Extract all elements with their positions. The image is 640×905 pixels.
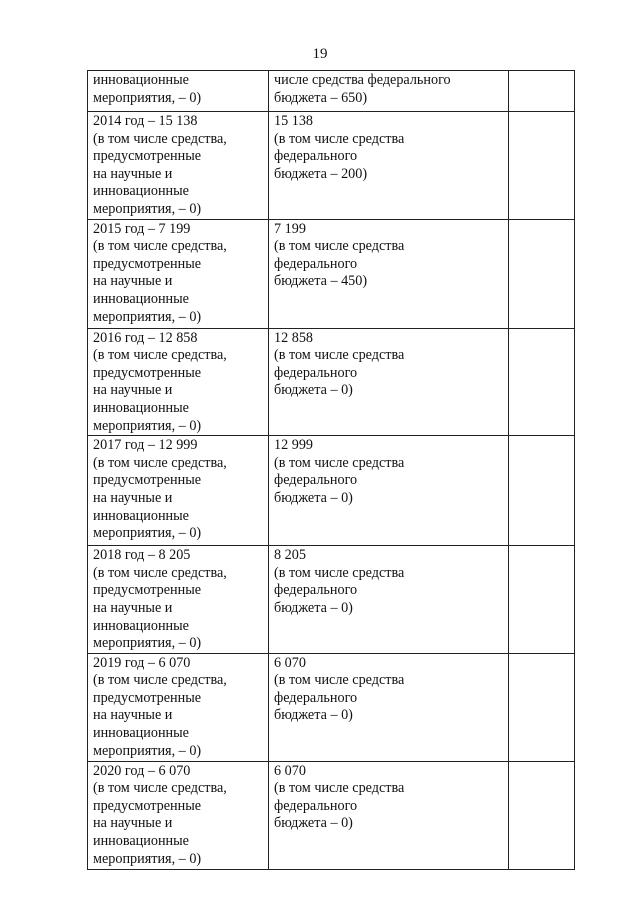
budget-table — [87, 70, 575, 870]
cell-text-line: (в том числе средства, — [93, 347, 227, 364]
funding-total-cell — [88, 546, 269, 654]
cell-text-line: 7 199 — [274, 220, 306, 237]
cell-text-line: (в том числе средства, — [93, 780, 227, 797]
cell-text-line: федерального — [274, 582, 358, 599]
empty-cell — [509, 112, 575, 220]
table-row — [88, 436, 575, 546]
funding-total-cell — [88, 71, 269, 112]
cell-text-line: мероприятия, – 0) — [93, 200, 202, 217]
cell-text-line: инновационные — [93, 617, 189, 634]
cell-text-line: (в том числе средства — [274, 454, 405, 471]
cell-text-line: 2017 год – 12 999 — [93, 437, 198, 454]
cell-text-line: бюджета – 450) — [274, 273, 368, 290]
cell-text-line: инновационные — [93, 507, 189, 524]
federal-budget-cell — [269, 71, 509, 112]
cell-text-line: предусмотренные — [93, 472, 202, 489]
cell-text-line: на научные и — [93, 273, 173, 290]
cell-text-line: на научные и — [93, 815, 173, 832]
table-row — [88, 546, 575, 654]
funding-total-cell — [88, 653, 269, 761]
cell-text-line: (в том числе средства, — [93, 564, 227, 581]
cell-text-line: инновационные — [93, 399, 189, 416]
cell-text-line: (в том числе средства, — [93, 672, 227, 689]
cell-text-line: (в том числе средства, — [93, 238, 227, 255]
table-row — [88, 761, 575, 869]
cell-text-line: мероприятия, – 0) — [93, 742, 202, 759]
cell-text-line: (в том числе средства — [274, 672, 405, 689]
federal-budget-cell — [269, 219, 509, 328]
cell-text-line: бюджета – 200) — [274, 165, 368, 182]
cell-text-line: федерального — [274, 472, 358, 489]
empty-cell — [509, 71, 575, 112]
empty-cell — [509, 546, 575, 654]
cell-text-line: федерального — [274, 797, 358, 814]
cell-text-line: бюджета – 0) — [274, 382, 353, 399]
cell-text-line: 8 205 — [274, 547, 306, 564]
table-row — [88, 112, 575, 220]
federal-budget-cell — [269, 653, 509, 761]
cell-text-line: 2018 год – 8 205 — [93, 547, 191, 564]
cell-text-line: (в том числе средства, — [93, 130, 227, 147]
cell-text-line: бюджета – 0) — [274, 489, 353, 506]
empty-cell — [509, 436, 575, 546]
cell-text-line: мероприятия, – 0) — [93, 89, 202, 106]
cell-text-line: 2020 год – 6 070 — [93, 762, 191, 779]
cell-text-line: мероприятия, – 0) — [93, 417, 202, 434]
cell-text-line: 12 858 — [274, 329, 314, 346]
cell-text-line: предусмотренные — [93, 797, 202, 814]
cell-text-line: инновационные — [93, 833, 189, 850]
funding-total-cell — [88, 219, 269, 328]
federal-budget-cell — [269, 328, 509, 436]
cell-text-line: федерального — [274, 364, 358, 381]
cell-text-line: мероприятия, – 0) — [93, 635, 202, 652]
cell-text-line: 2014 год – 15 138 — [93, 113, 198, 129]
cell-text-line: (в том числе средства — [274, 564, 405, 581]
table-row — [88, 219, 575, 328]
cell-text-line: (в том числе средства, — [93, 454, 227, 471]
cell-text-line: 2015 год – 7 199 — [93, 220, 191, 237]
cell-text-line: мероприятия, – 0) — [93, 525, 202, 542]
cell-text-line: инновационные — [93, 725, 189, 742]
cell-text-line: бюджета – 0) — [274, 599, 353, 616]
cell-text-line: 2019 год – 6 070 — [93, 654, 191, 671]
cell-text-line: мероприятия, – 0) — [93, 308, 202, 325]
table-row — [88, 653, 575, 761]
cell-text-line: 15 138 — [274, 113, 314, 129]
table-row — [88, 71, 575, 112]
cell-text-line: предусмотренные — [93, 582, 202, 599]
cell-text-line: (в том числе средства — [274, 238, 405, 255]
federal-budget-cell — [269, 112, 509, 220]
cell-text-line: предусмотренные — [93, 148, 202, 165]
federal-budget-cell — [269, 436, 509, 546]
cell-text-line: бюджета – 0) — [274, 707, 353, 724]
table-row — [88, 328, 575, 436]
cell-text-line: федерального — [274, 255, 358, 272]
cell-text-line: 12 999 — [274, 437, 314, 454]
cell-text-line: на научные и — [93, 599, 173, 616]
empty-cell — [509, 653, 575, 761]
funding-total-cell — [88, 112, 269, 220]
cell-text-line: мероприятия, – 0) — [93, 850, 202, 867]
cell-text-line: федерального — [274, 148, 358, 165]
federal-budget-cell — [269, 761, 509, 869]
cell-text-line: федерального — [274, 689, 358, 706]
funding-total-cell — [88, 436, 269, 546]
funding-total-cell — [88, 761, 269, 869]
cell-text-line: на научные и — [93, 382, 173, 399]
cell-text-line: на научные и — [93, 707, 173, 724]
cell-text-line: 6 070 — [274, 762, 306, 779]
cell-text-line: предусмотренные — [93, 689, 202, 706]
empty-cell — [509, 219, 575, 328]
cell-text-line: (в том числе средства — [274, 780, 405, 797]
federal-budget-cell — [269, 546, 509, 654]
funding-total-cell — [88, 328, 269, 436]
empty-cell — [509, 761, 575, 869]
empty-cell — [509, 328, 575, 436]
cell-text-line: на научные и — [93, 165, 173, 182]
cell-text-line: инновационные — [93, 290, 189, 307]
cell-text-line: предусмотренные — [93, 364, 202, 381]
cell-text-line: предусмотренные — [93, 255, 202, 272]
cell-text-line: (в том числе средства — [274, 130, 405, 147]
cell-text-line: на научные и — [93, 489, 173, 506]
cell-text-line: 6 070 — [274, 654, 306, 671]
cell-text-line: инновационные — [93, 72, 189, 88]
page-number: 19 — [312, 46, 328, 62]
cell-text-line: бюджета – 650) — [274, 89, 368, 106]
cell-text-line: числе средства федерального — [274, 72, 451, 88]
cell-text-line: 2016 год – 12 858 — [93, 329, 198, 346]
cell-text-line: бюджета – 0) — [274, 815, 353, 832]
cell-text-line: (в том числе средства — [274, 347, 405, 364]
cell-text-line: инновационные — [93, 183, 189, 200]
